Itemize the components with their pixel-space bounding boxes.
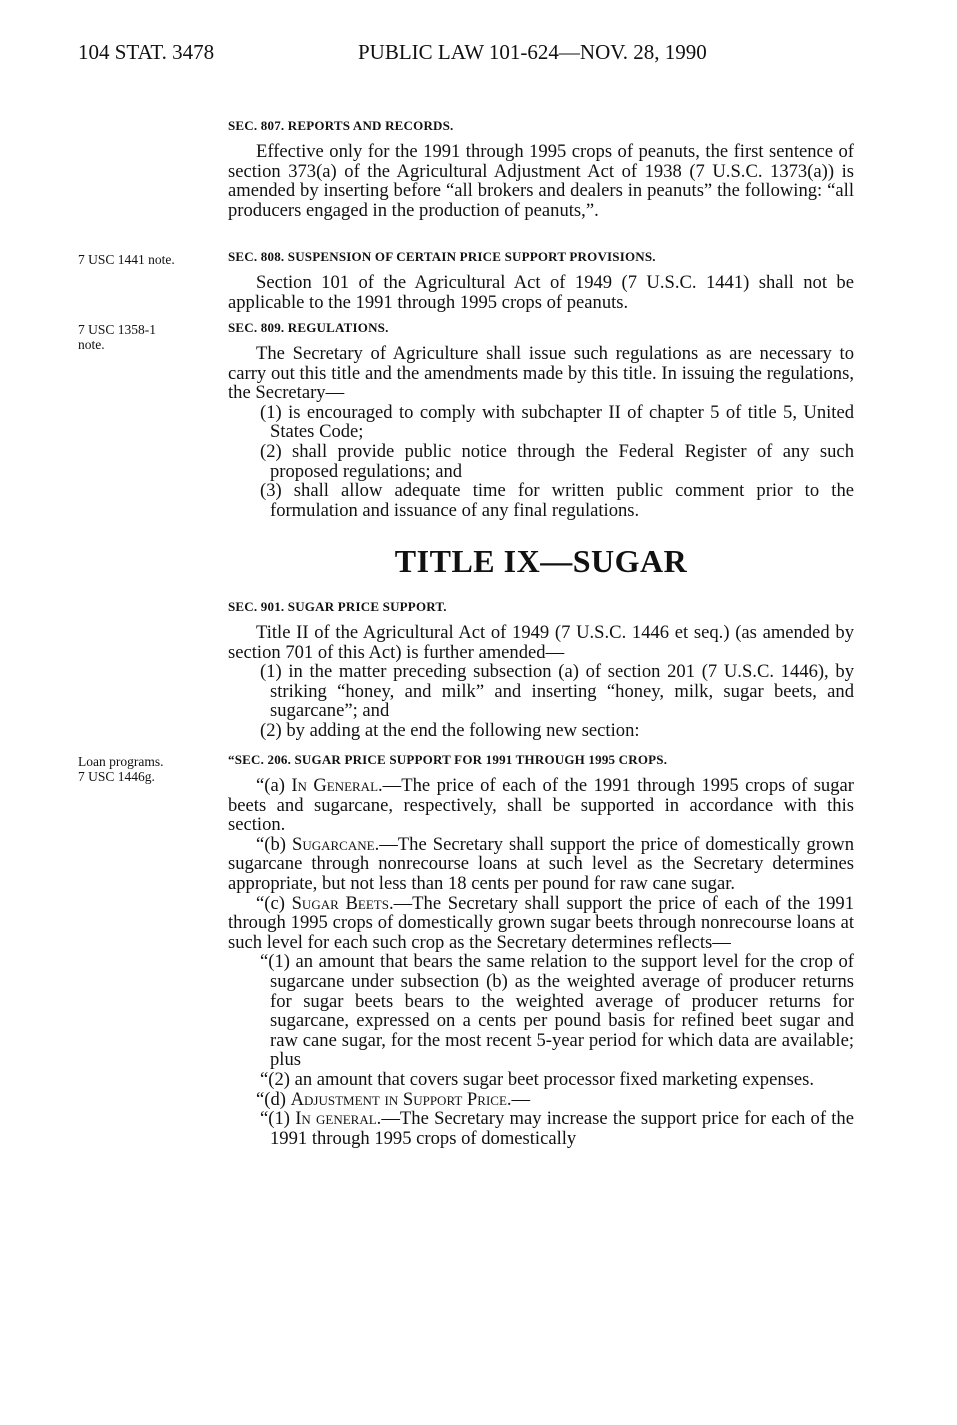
section-807 [228, 118, 854, 220]
subsection-d-label: “(d) [256, 1088, 291, 1110]
section-807-heading: SEC. 807. REPORTS AND RECORDS. [228, 118, 454, 133]
section-808 [228, 249, 854, 312]
subsection-a-label: “(a) [256, 775, 292, 796]
subsection-d [228, 1090, 854, 1110]
margin-note-206-line1: Loan programs. [78, 754, 164, 769]
section-901-item-1: (1) in the matter preceding subsection (a) of section 201 (7 U.S.C. 1446), by striking “honey, and milk” and inserting “honey, milk, sugar beets, and sugarcane”; and [260, 661, 854, 722]
section-809-heading: SEC. 809. REGULATIONS. [228, 320, 389, 335]
margin-note-809-line2: note. [78, 337, 105, 352]
title-heading: TITLE IX—SUGAR [394, 543, 688, 579]
page-number: 104 STAT. 3478 [78, 40, 215, 64]
subsection-a-caption: In General [291, 775, 379, 796]
section-809-item-3: (3) shall allow adequate time for written public comment prior to the formulation and issuance of any final regulations. [260, 480, 854, 521]
section-901-item-2: (2) by adding at the end the following new section: [260, 719, 640, 741]
subsection-c-caption: Sugar Beets [291, 892, 389, 914]
section-206-heading: “SEC. 206. SUGAR PRICE SUPPORT FOR 1991 THROUGH 1995 CROPS. [228, 752, 668, 767]
subsection-c-item-2: “(2) an amount that covers sugar beet processor fixed marketing expenses. [260, 1068, 814, 1090]
section-807-text: Effective only for the 1991 through 1995 crops of peanuts, the first sentence of section 373(a) of the Agricultural Adjustment Act of 1938 (7 U.S.C. 1373(a)) is amended by inserting before “all brokers and dealers in peanuts” the following: “all producers engaged in the production of peanuts,”. [228, 141, 854, 221]
subsection-b-label: “(b) [256, 833, 292, 855]
margin-note-809-line1: 7 USC 1358-1 [78, 322, 157, 337]
margin-note-808: 7 USC 1441 note. [78, 252, 175, 267]
section-809-text: The Secretary of Agriculture shall issue such regulations as are necessary to carry out this title and the amendments made by this title. In issuing the regulations, the Secretary— [228, 343, 854, 404]
page-header [78, 40, 707, 65]
section-901 [228, 599, 854, 741]
subsection-a-text: .—The price of each of the 1991 through 1995 crops of sugar beets and sugarcane, respectively, shall be supported in accordance with this section. [228, 775, 854, 836]
subsection-c-item-1: “(1) an amount that bears the same relation to the support level for the crop of sugarcane under subsection (b) as the weighted average of producer returns for sugar beets bears to the weighted average of producer returns for sugarcane, expressed on a cents per pound basis for refined beet sugar and raw cane sugar, for the most recent 5-year period for which data are available; plus [260, 951, 854, 1071]
subsection-b-caption: Sugarcane [291, 833, 375, 855]
subsection-b-text: .—The Secretary shall support the price of domestically grown sugarcane through nonrecourse loans at such level as the Secretary determines appropriate, but not less than 18 cents per pound for raw cane sugar. [228, 833, 854, 894]
section-808-text: Section 101 of the Agricultural Act of 1949 (7 U.S.C. 1441) shall not be applicable to the 1991 through 1995 crops of peanuts. [228, 272, 854, 313]
section-901-heading: SEC. 901. SUGAR PRICE SUPPORT. [228, 599, 447, 614]
subsection-d1-caption: In general [295, 1108, 377, 1130]
section-809-item-1: (1) is encouraged to comply with subchapter II of chapter 5 of title 5, United States Code; [260, 401, 854, 443]
subsection-c-text: .—The Secretary shall support the price of each of the 1991 through 1995 crops of domestically grown sugar beets through nonrecourse loans at such level for each such crop as the Secretary determines reflects— [228, 892, 855, 953]
subsection-a [228, 776, 854, 835]
margin-note-809 [78, 322, 156, 352]
subsection-c-label: “(c) [256, 892, 292, 914]
section-901-text: Title II of the Agricultural Act of 1949 (7 U.S.C. 1446 et seq.) (as amended by section 701 of this Act) is further amended— [228, 622, 854, 663]
section-808-heading: SEC. 808. SUSPENSION OF CERTAIN PRICE SUPPORT PROVISIONS. [228, 249, 656, 264]
section-809-item-2: (2) shall provide public notice through the Federal Register of any such proposed regulations; and [260, 440, 854, 482]
subsection-d-item-1 [228, 1109, 854, 1148]
subsection-d1-text: .—The Secretary may increase the support price for each of the 1991 through 1995 crops of domestically [270, 1108, 854, 1149]
section-206 [228, 752, 854, 1148]
subsection-d1-label: “(1) [260, 1108, 296, 1130]
subsection-c [228, 894, 854, 953]
law-title: PUBLIC LAW 101-624—NOV. 28, 1990 [358, 40, 707, 64]
subsection-d-caption: Adjustment in Support Price [290, 1088, 507, 1110]
subsection-b [228, 835, 854, 894]
subsection-d-text: .— [506, 1088, 531, 1110]
margin-note-206 [78, 754, 163, 784]
margin-note-206-line2: 7 USC 1446g. [78, 769, 155, 784]
section-809 [228, 320, 854, 520]
